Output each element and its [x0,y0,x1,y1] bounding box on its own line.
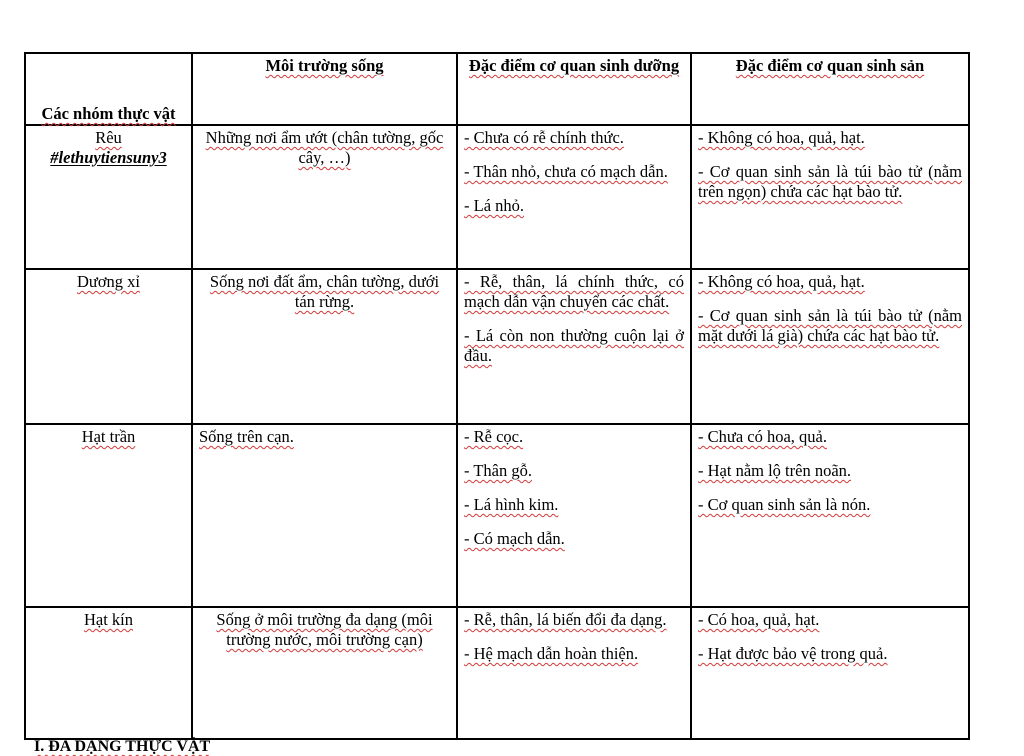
habitat-cell: Sống nơi đất ẩm, chân tường, dưới tán rừng. [192,269,457,424]
reproductive-cell: - Không có hoa, quả, hạt. - Cơ quan sinh sản là túi bào tử (nằm mặt dưới lá già) chứa các hạt bào tử. [691,269,969,424]
habitat-cell: Sống ở môi trường đa dạng (môi trường nước, môi trường cạn) [192,607,457,739]
header-row [25,53,969,125]
table-row [25,125,969,269]
header-reproductive-organs: Đặc điểm cơ quan sinh sản [691,53,969,125]
table-row [25,607,969,739]
reproductive-cell: - Có hoa, quả, hạt. - Hạt được bảo vệ trong quả. [691,607,969,739]
habitat-cell: Những nơi ẩm ướt (chân tường, gốc cây, …) [192,125,457,269]
section-heading: I. ĐA DẠNG THỰC VẬT [34,738,211,755]
group-cell: Hạt kín [25,607,192,739]
group-cell: Hạt trần [25,424,192,607]
hashtag-text: #lethuytiensuny3 [50,148,167,167]
reproductive-cell: - Không có hoa, quả, hạt. - Cơ quan sinh sản là túi bào tử (nằm trên ngọn) chứa các hạt bào tử. [691,125,969,269]
reproductive-cell: - Chưa có hoa, quả. - Hạt nằm lộ trên noãn. - Cơ quan sinh sản là nón. [691,424,969,607]
header-plant-groups: Các nhóm thực vật [25,53,192,125]
vegetative-cell: - Rễ, thân, lá biến đổi đa dạng. - Hệ mạch dẫn hoàn thiện. [457,607,691,739]
table-row [25,424,969,607]
header-vegetative-organs: Đặc điểm cơ quan sinh dưỡng [457,53,691,125]
plant-groups-table [24,52,970,740]
vegetative-cell: - Rễ, thân, lá chính thức, có mạch dẫn vận chuyển các chất. - Lá còn non thường cuộn lại ở đầu. [457,269,691,424]
vegetative-cell: - Chưa có rễ chính thức. - Thân nhỏ, chưa có mạch dẫn. - Lá nhỏ. [457,125,691,269]
group-cell: Dương xỉ [25,269,192,424]
table-row [25,269,969,424]
header-habitat: Môi trường sống [192,53,457,125]
vegetative-cell: - Rễ cọc. - Thân gỗ. - Lá hình kim. - Có mạch dẫn. [457,424,691,607]
habitat-cell: Sống trên cạn. [192,424,457,607]
group-cell: Rêu #lethuytiensuny3 [25,125,192,269]
